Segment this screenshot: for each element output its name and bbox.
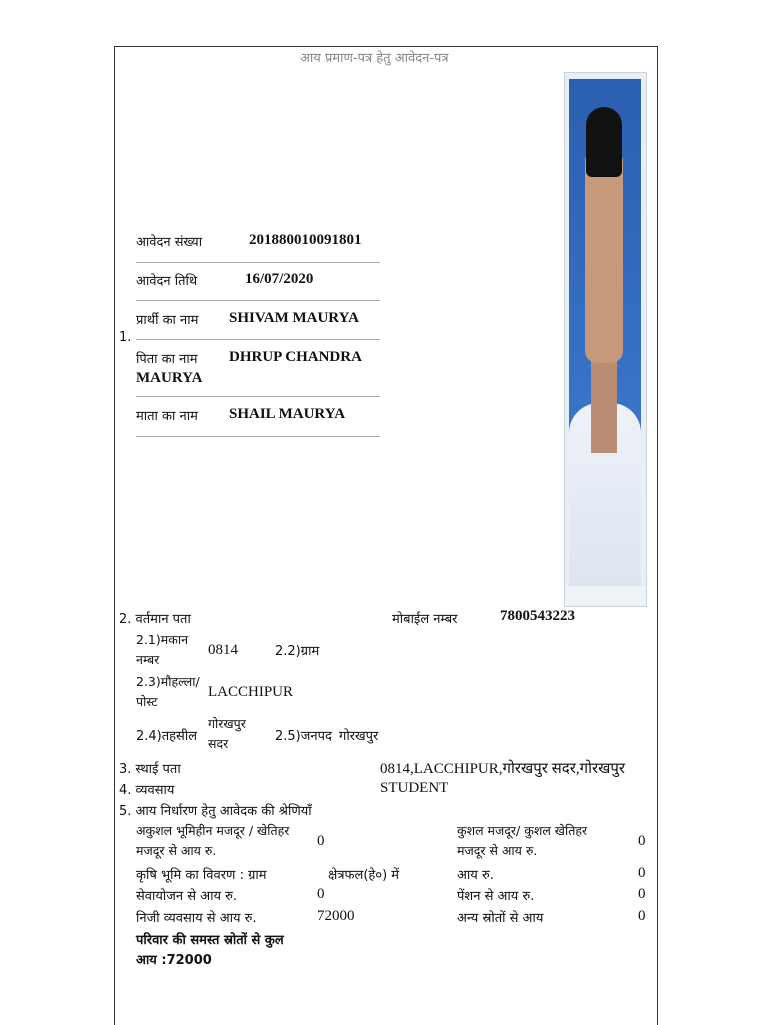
total-income-value: 72000 [166, 953, 212, 968]
father-name-value-cont: MAURYA [136, 370, 203, 386]
area-label: क्षेत्रफल(हे०) में [328, 868, 400, 883]
locality-value: LACCHIPUR [208, 684, 294, 700]
mother-name-value: SHAIL MAURYA [229, 406, 346, 422]
permanent-address-label: 3. स्थाई पता [119, 762, 181, 777]
divider [136, 262, 380, 263]
permanent-address-value: 0814,LACCHIPUR,गोरखपुर सदर,गोरखपुर [380, 761, 626, 777]
divider [136, 396, 380, 397]
mobile-value: 7800543223 [500, 608, 575, 624]
occupation-value: STUDENT [380, 780, 449, 796]
applicant-photo [564, 72, 647, 607]
district-label: 2.5)जनपद [275, 729, 332, 744]
current-address-label: 2. वर्तमान पता [119, 612, 191, 627]
form-title: आय प्रमाण-पत्र हेतु आवेदन-पत्र [300, 51, 449, 66]
application-number-value: 201880010091801 [249, 232, 362, 248]
district-value: गोरखपुर [339, 729, 379, 744]
skilled-income-value: 0 [638, 833, 646, 849]
total-income-prefix: आय : [136, 953, 167, 968]
divider [136, 339, 380, 340]
skilled-income-label: कुशल मजदूर/ कुशल खेतिहर मजदूर से आय रु. [457, 823, 588, 858]
pension-income-value: 0 [638, 886, 646, 902]
unskilled-income-value: 0 [317, 833, 325, 849]
mobile-label: मोबाईल नम्बर [392, 612, 458, 627]
application-date-label: आवेदन तिथि [136, 274, 198, 289]
application-number-label: आवेदन संख्या [136, 235, 203, 250]
business-income-label: निजी व्यवसाय से आय रु. [136, 911, 257, 926]
income-categories-label: 5. आय निर्धारण हेतु आवेदक की श्रेणियाँ [119, 804, 312, 819]
occupation-label: 4. व्यवसाय [119, 783, 175, 798]
business-income-value: 72000 [317, 908, 355, 924]
applicant-name-label: प्रार्थी का नाम [136, 313, 199, 328]
divider [136, 300, 380, 301]
employment-income-label: सेवायोजन से आय रु. [136, 889, 238, 904]
mother-name-label: माता का नाम [136, 409, 198, 424]
agri-income-value: 0 [638, 865, 646, 881]
total-income-line2 [136, 950, 212, 968]
other-income-label: अन्य स्रोतों से आय [457, 911, 544, 926]
house-number-label: 2.1)मकान नम्बर [136, 632, 189, 667]
agri-land-label: कृषि भूमि का विवरण : ग्राम [136, 868, 267, 883]
pension-income-label: पेंशन से आय रु. [457, 889, 535, 904]
section-number-1: 1. [119, 330, 132, 345]
total-income-label: परिवार की समस्त स्रोतों से कुल [136, 933, 284, 948]
tehsil-label: 2.4)तहसील [136, 729, 198, 744]
employment-income-value: 0 [317, 886, 325, 902]
application-date-value: 16/07/2020 [245, 271, 314, 287]
unskilled-income-label: अकुशल भूमिहीन मजदूर / खेतिहर मजदूर से आय रु. [136, 823, 290, 858]
agri-income-label: आय रु. [457, 868, 494, 883]
locality-label: 2.3)मौहल्ला/ पोस्ट [136, 674, 200, 709]
applicant-name-value: SHIVAM MAURYA [229, 310, 359, 326]
divider [136, 436, 380, 437]
father-name-label: पिता का नाम [136, 352, 198, 367]
tehsil-value: गोरखपुर सदर [208, 716, 246, 751]
village-label: 2.2)ग्राम [275, 644, 320, 659]
father-name-value: DHRUP CHANDRA [229, 349, 362, 365]
house-number-value: 0814 [208, 642, 238, 658]
other-income-value: 0 [638, 908, 646, 924]
